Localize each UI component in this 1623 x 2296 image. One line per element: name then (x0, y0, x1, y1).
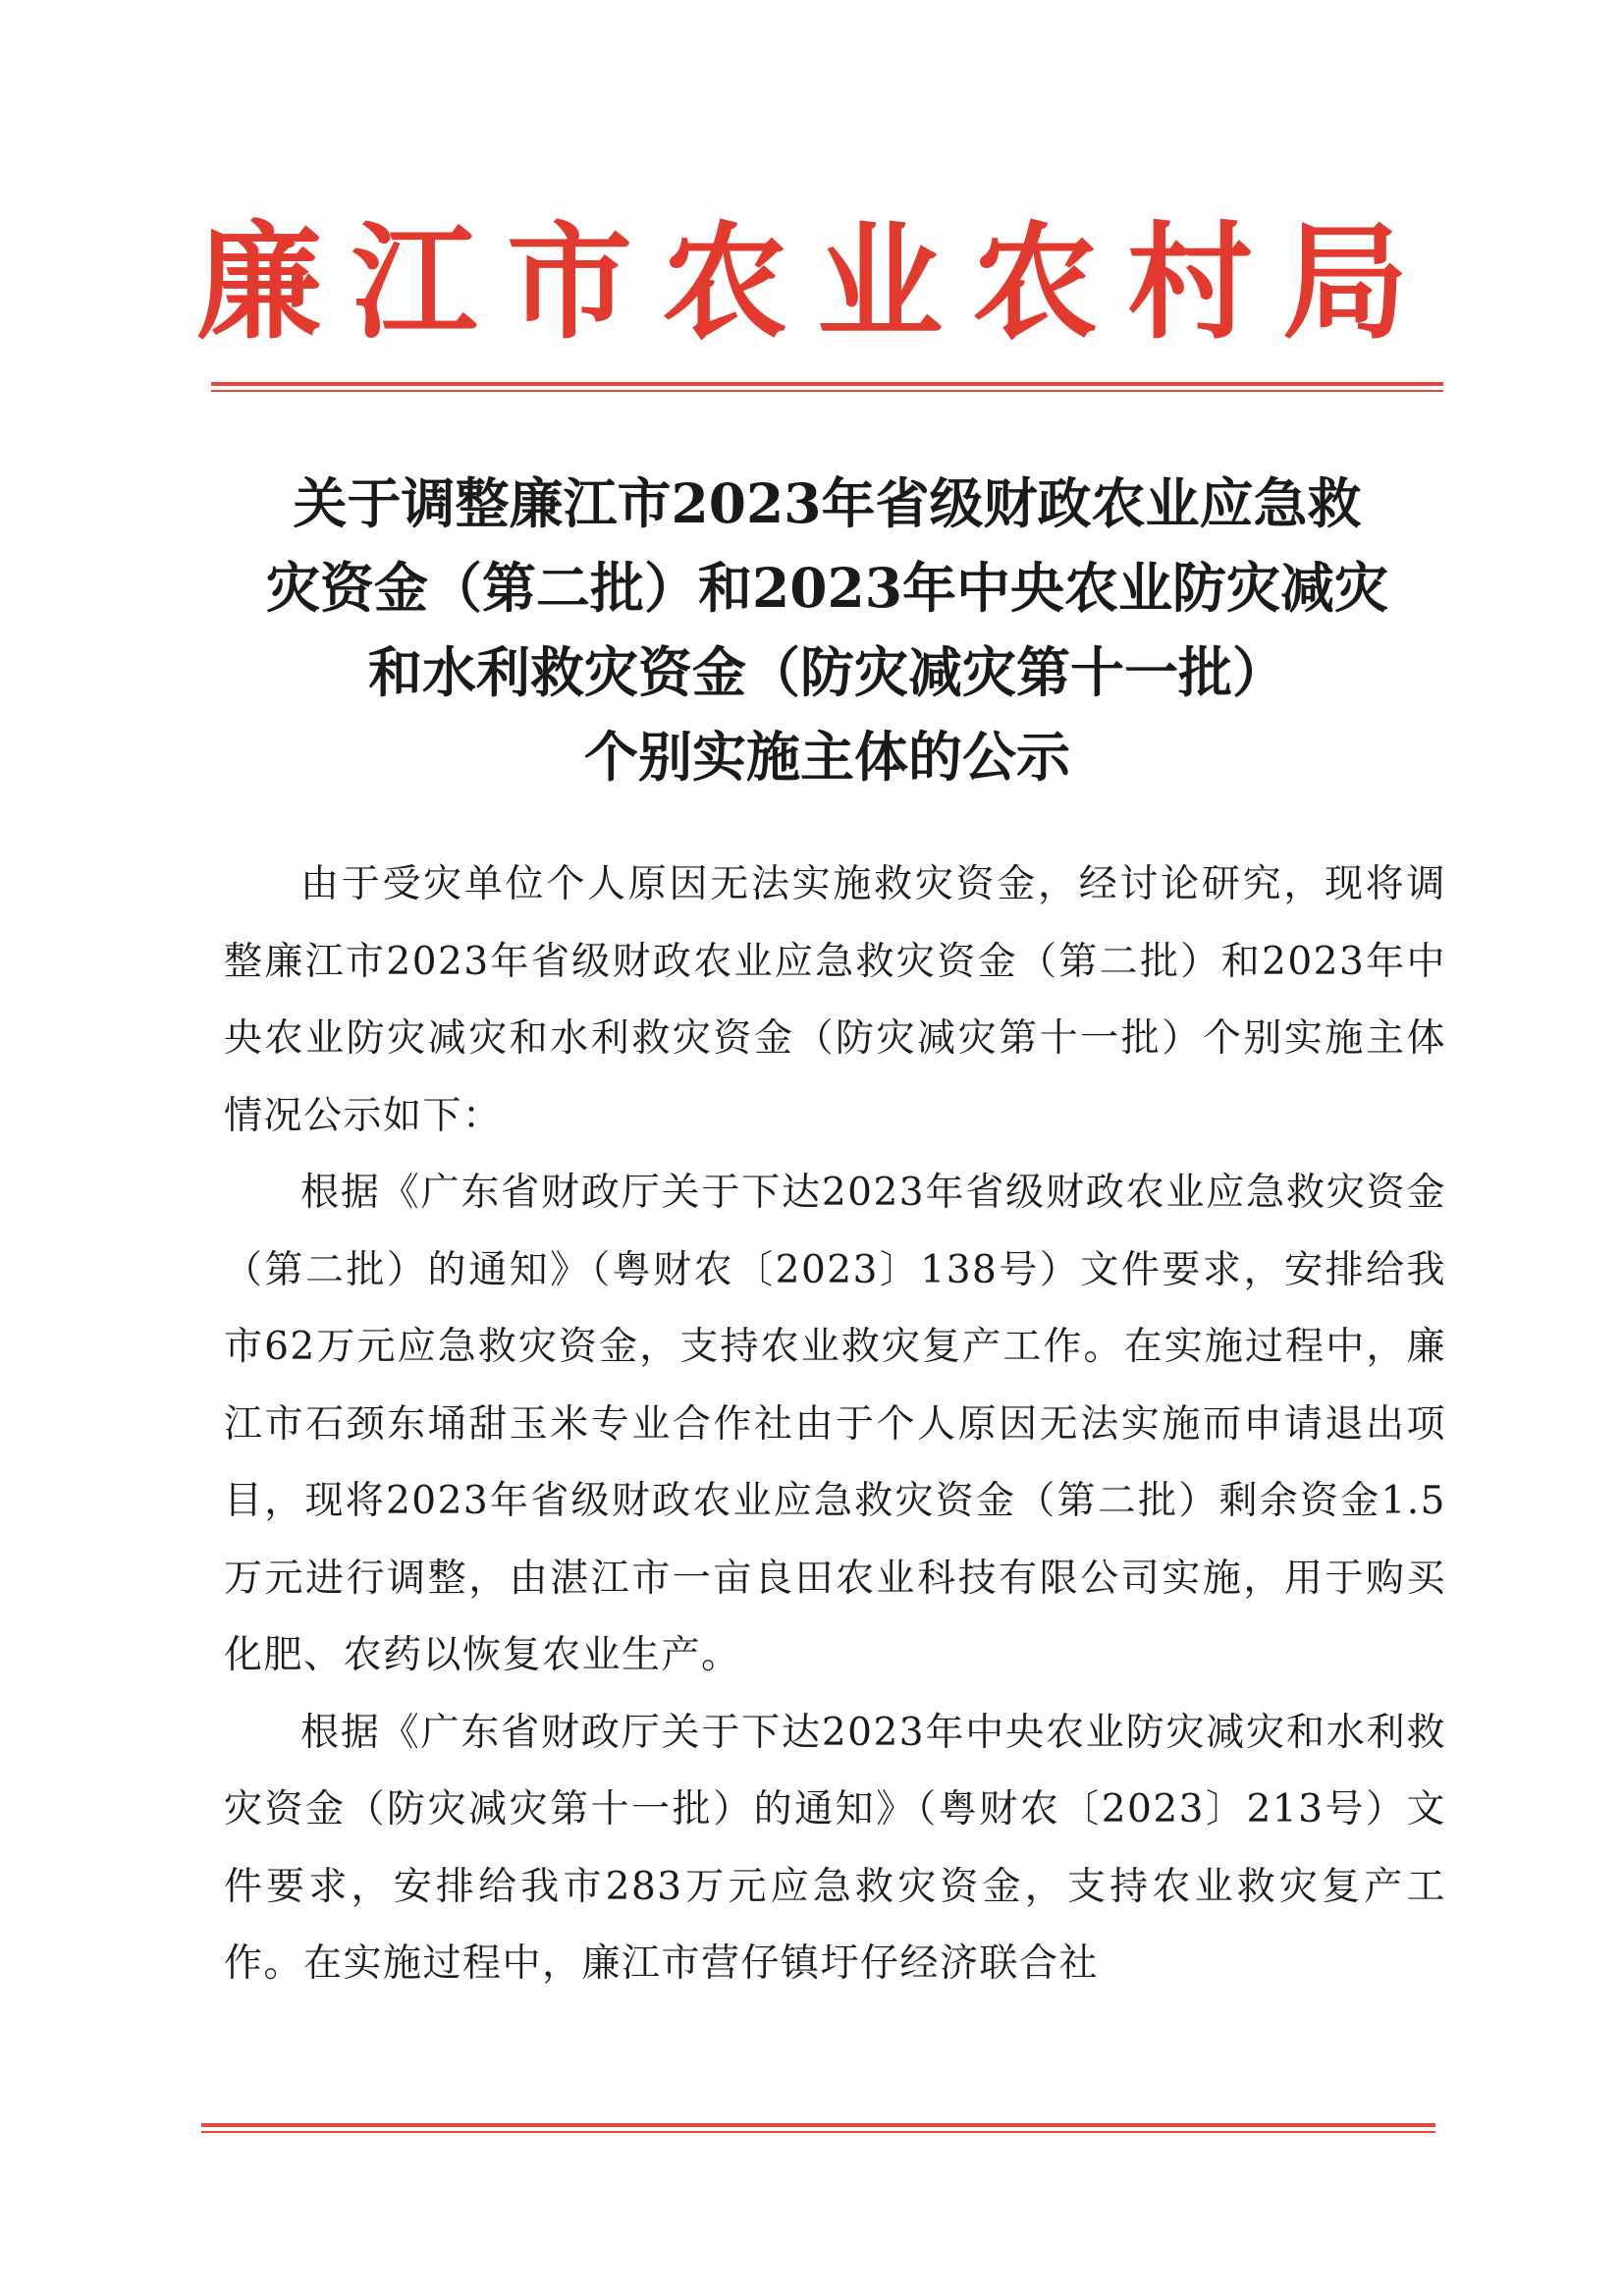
document-body (224, 847, 1446, 2003)
title-line: 和水利救灾资金（防灾减灾第十一批） (367, 640, 1286, 704)
title-line: 关于调整廉江市2023年省级财政农业应急救 (293, 471, 1362, 535)
body-paragraph: 由于受灾单位个人原因无法实施救灾资金，经讨论研究，现将调整廉江市2023年省级财政农业应急救灾资金（第二批）和2023年中央农业防灾减灾和水利救灾资金（防灾减灾第十一批）个别实施主体情况公示如下： (224, 862, 1446, 1138)
footer-red-rule (201, 2123, 1435, 2133)
letterhead-red-rule (211, 382, 1443, 392)
title-line: 个别实施主体的公示 (583, 725, 1070, 789)
body-paragraph: 根据《广东省财政厅关于下达2023年省级财政农业应急救灾资金（第二批）的通知》（粤财农〔2023〕138号）文件要求，安排给我市62万元应急救灾资金，支持农业救灾复产工作。在实施过程中，廉江市石颈东埇甜玉米专业合作社由于个人原因无法实施而申请退出项目，现将2023年省级财政农业应急救灾资金（第二批）剩余资金1.5万元进行调整，由湛江市一亩良田农业科技有限公司实施，用于购买化肥、农药以恢复农业生产。 (224, 1171, 1446, 1677)
document-title (211, 462, 1443, 799)
letterhead-org-name: 廉江市农业农村局 (196, 209, 1438, 356)
body-paragraph: 根据《广东省财政厅关于下达2023年中央农业防灾减灾和水利救灾资金（防灾减灾第十一批）的通知》（粤财农〔2023〕213号）文件要求，安排给我市283万元应急救灾资金，支持农业救灾复产工作。在实施过程中，廉江市营仔镇圩仔经济联合社 (224, 1710, 1446, 1986)
title-line: 灾资金（第二批）和2023年中央农业防灾减灾 (265, 556, 1389, 620)
